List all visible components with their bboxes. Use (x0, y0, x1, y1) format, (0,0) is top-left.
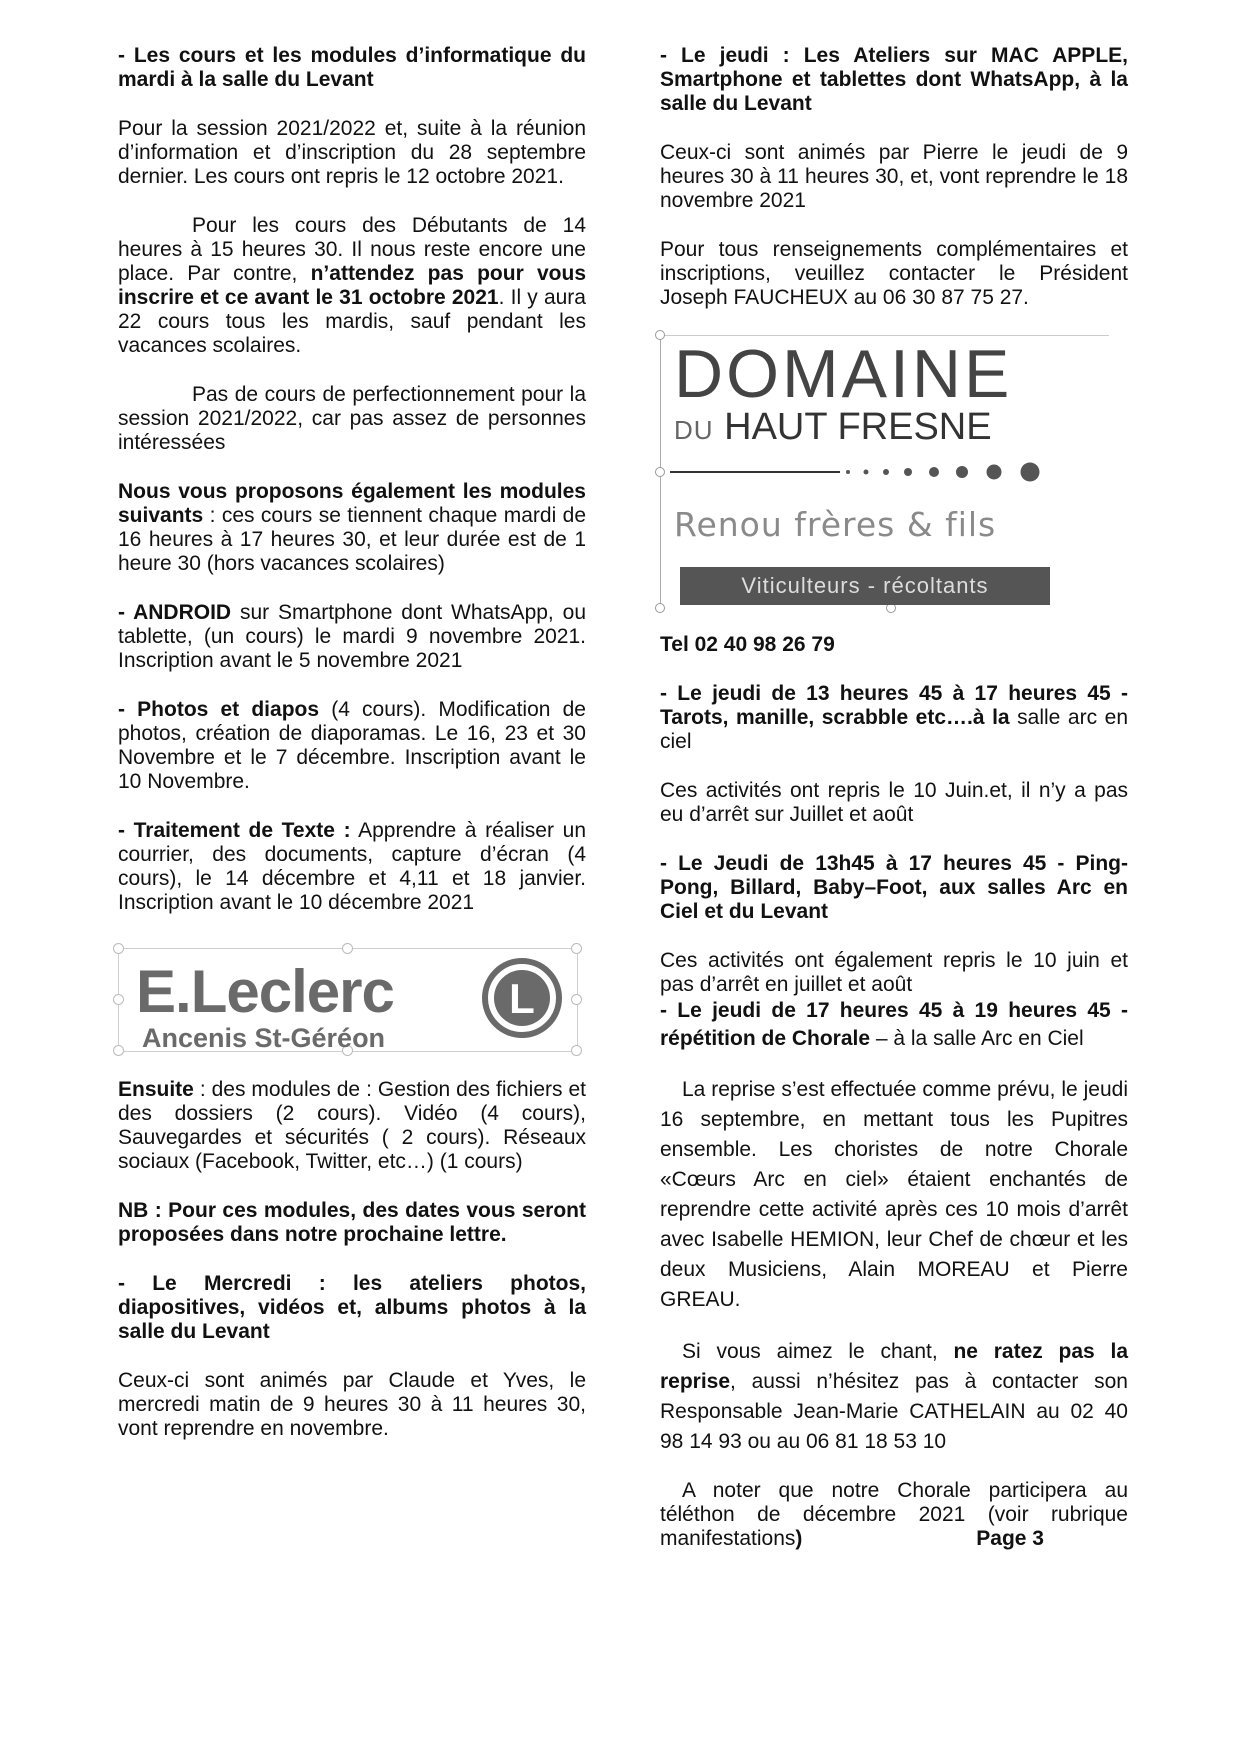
heading-mercredi: - Le Mercredi : les ateliers photos, diapositives, vidéos et, albums photos à la salle du Levant (118, 1272, 586, 1343)
divider-line (670, 471, 840, 473)
paragraph-debutants: Pour les cours des Débutants de 14 heures à 15 heures 30. Il nous reste encore une place. Par contre, n’attendez pas pour vous inscrire et ce avant le 31 octobre 2021. Il y aura 22 cours tous les mardis, sauf pendant les vacances scolaires. (118, 214, 586, 357)
telephone: Tel 02 40 98 26 79 (660, 633, 835, 656)
frame-handle (113, 943, 124, 954)
paragraph-photos: - Photos et diapos (4 cours). Modification de photos, création de diaporamas. Le 16, 23 et 30 Novembre et le 7 décembre. Inscription avant le 10 Novembre. (118, 698, 586, 793)
domaine-haut-fresne-logo (660, 335, 1108, 611)
leclerc-logo (118, 940, 576, 1056)
frame-handle (571, 994, 582, 1005)
paragraph-ping-info: Ces activités ont également repris le 10 juin et pas d’arrêt en juillet et août (660, 949, 1128, 996)
leclerc-name: E.Leclerc (136, 958, 394, 1025)
paragraph-mercredi: Ceux-ci sont animés par Claude et Yves, le mercredi matin de 9 heures 30 à 11 heures 30, vont reprendre en novembre. (118, 1369, 586, 1440)
frame-handle (342, 943, 353, 954)
left-column (118, 44, 586, 1466)
paragraph-renseignements: Pour tous renseignements complémentaires et inscriptions, veuillez contacter le Président Joseph FAUCHEUX au 06 30 87 75 27. (660, 238, 1128, 309)
leclerc-emblem-icon (481, 957, 563, 1039)
domaine-tagline: Renou frères & fils (674, 505, 997, 544)
paragraph-telethon: A noter que notre Chorale participera au téléthon de décembre 2021 (voir rubrique manifestations) Page 3 (660, 1479, 1128, 1550)
frame-handle (571, 1045, 582, 1056)
paragraph-ensuite: Ensuite : des modules de : Gestion des fichiers et des dossiers (2 cours). Vidéo (4 cours), Sauvegardes et sécurités ( 2 cours). Réseaux sociaux (Facebook, Twitter, etc…) (1 cours) (118, 1078, 586, 1173)
paragraph-jeudi-mac: Ceux-ci sont animés par Pierre le jeudi de 9 heures 30 à 11 heures 30, et, vont reprendre le 18 novembre 2021 (660, 141, 1128, 212)
domaine-subtitle: DU HAUT FRESNE (674, 406, 992, 448)
frame-handle (655, 467, 665, 477)
heading-jeudi-mac: - Le jeudi : Les Ateliers sur MAC APPLE, Smartphone et tablettes dont WhatsApp, à la salle du Levant (660, 44, 1128, 115)
leclerc-emblem-letter: L (509, 975, 535, 1022)
leclerc-location: Ancenis St-Géréon (142, 1023, 386, 1053)
domaine-title: DOMAINE (674, 336, 1013, 412)
paragraph-chorale: - Le jeudi de 17 heures 45 à 19 heures 45 - répétition de Chorale – à la salle Arc en Ciel (660, 999, 1128, 1050)
paragraph-nb: NB : Pour ces modules, des dates vous seront proposées dans notre prochaine lettre. (118, 1199, 586, 1246)
paragraph-tarots-info: Ces activités ont repris le 10 Juin.et, il n’y a pas eu d’arrêt sur Juillet et août (660, 779, 1128, 826)
paragraph-tarots: - Le jeudi de 13 heures 45 à 17 heures 45 - Tarots, manille, scrabble etc….à la salle arc en ciel (660, 682, 1128, 753)
paragraph-session: Pour la session 2021/2022 et, suite à la réunion d’information et d’inscription du 28 septembre dernier. Les cours ont repris le 12 octobre 2021. (118, 117, 586, 188)
paragraph-traitement-texte: - Traitement de Texte : Apprendre à réaliser un courrier, des documents, capture d’écran (4 cours), le 14 décembre et 4,11 et 18 janvier. Inscription avant le 10 décembre 2021 (118, 819, 586, 914)
paragraph-modules: Nous vous proposons également les modules suivants : ces cours se tiennent chaque mardi de 16 heures à 17 heures 30, et leur durée est de 1 heure 30 (hors vacances scolaires) (118, 480, 586, 575)
domaine-band: Viticulteurs - récoltants (680, 567, 1050, 605)
heading-informatique: - Les cours et les modules d’informatique du mardi à la salle du Levant (118, 44, 586, 91)
decorative-dots-icon (842, 461, 1082, 483)
frame-handle (113, 994, 124, 1005)
frame-handle (655, 603, 665, 613)
paragraph-perfectionnement: Pas de cours de perfectionnement pour la session 2021/2022, car pas assez de personnes intéressées (118, 383, 586, 454)
paragraph-android: - ANDROID sur Smartphone dont WhatsApp, ou tablette, (un cours) le mardi 9 novembre 2021. Inscription avant le 5 novembre 2021 (118, 601, 586, 672)
paragraph-chant: Si vous aimez le chant, ne ratez pas la reprise, aussi n’hésitez pas à contacter son Responsable Jean-Marie CATHELAIN au 02 40 98 14 93 ou au 06 81 18 53 10 (660, 1340, 1128, 1453)
paragraph-reprise: La reprise s’est effectuée comme prévu, le jeudi 16 septembre, en mettant tous les Pupitres ensemble. Les choristes de notre Chorale «Cœurs Arc en ciel» étaient enchantés de reprendre cette activité après ces 10 mois d’arrêt avec Isabelle HEMION, leur Chef de chœur et les deux Musiciens, Alain MOREAU et Pierre GREAU. (660, 1078, 1128, 1311)
frame-handle (571, 943, 582, 954)
frame-handle (655, 330, 665, 340)
page-number: Page 3 (976, 1527, 1044, 1550)
right-column (660, 44, 1128, 1576)
paragraph-ping-pong: - Le Jeudi de 13h45 à 17 heures 45 - Ping-Pong, Billard, Baby–Foot, aux salles Arc en Ciel et du Levant (660, 852, 1128, 923)
frame-handle (113, 1045, 124, 1056)
